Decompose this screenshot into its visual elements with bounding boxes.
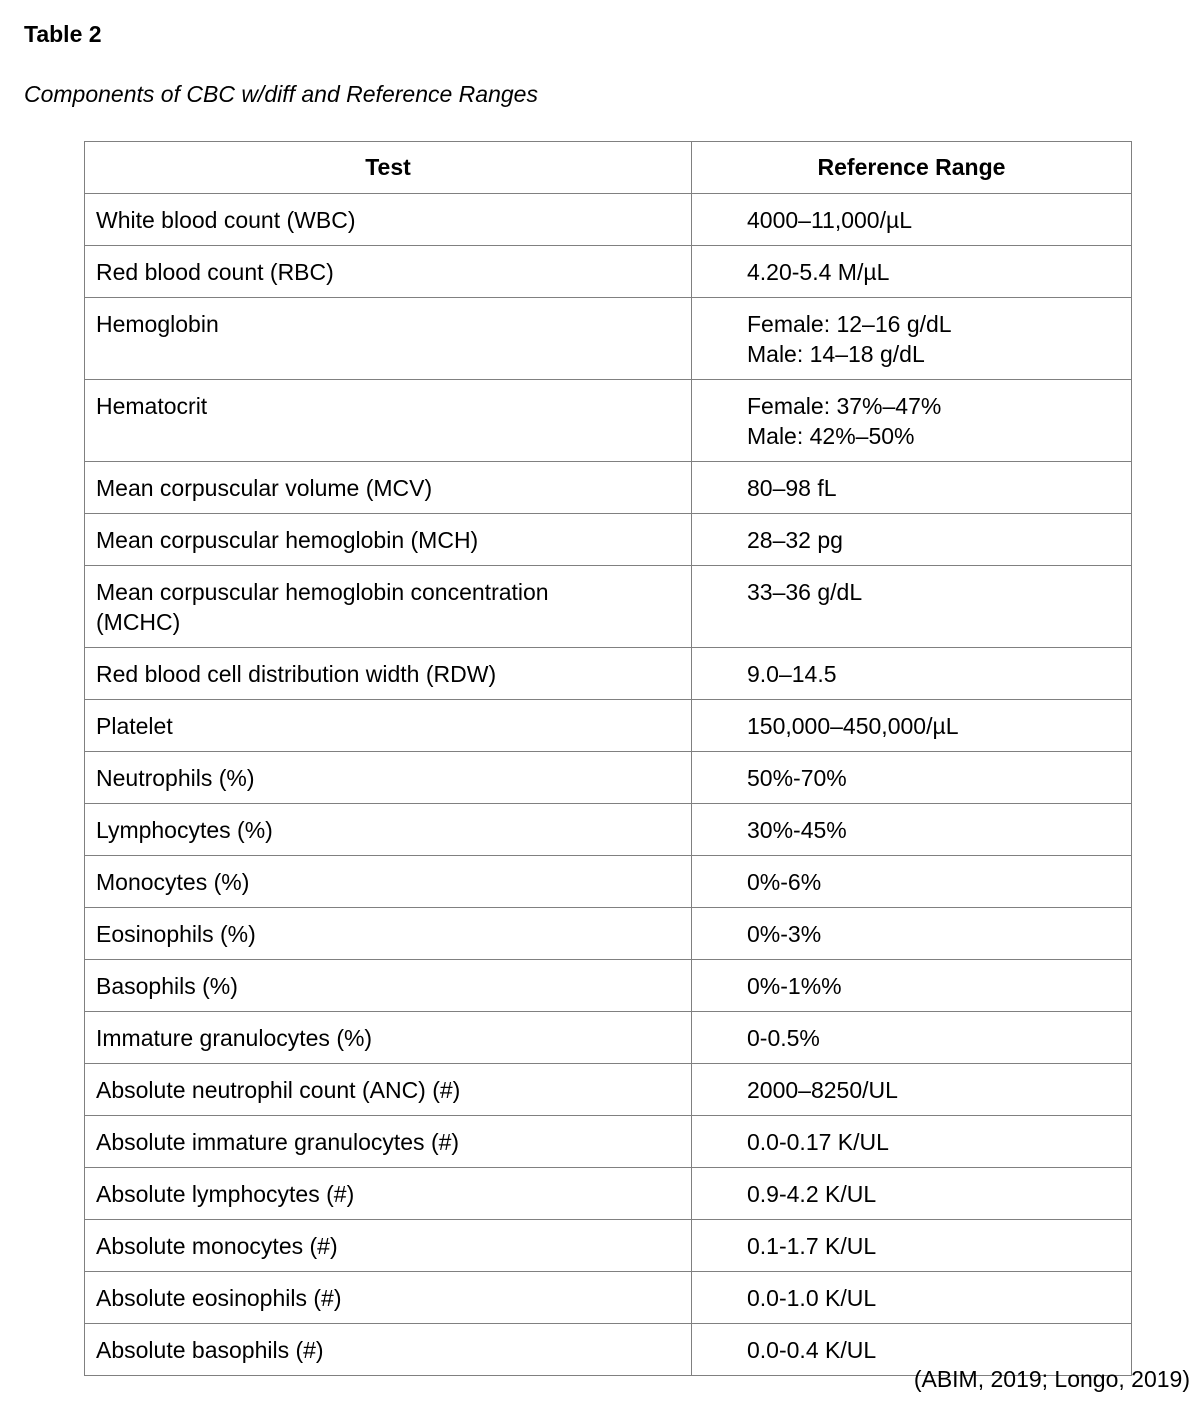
reference-range-line: 0%-1%%: [747, 973, 842, 999]
cell-reference-range: [692, 1064, 1132, 1116]
test-name-line: Eosinophils (%): [96, 921, 256, 947]
test-name-line: Absolute eosinophils (#): [96, 1285, 342, 1311]
cell-reference-range: [692, 908, 1132, 960]
cell-reference-range: [692, 960, 1132, 1012]
cell-reference-range: [692, 804, 1132, 856]
test-name-line: Red blood cell distribution width (RDW): [96, 661, 497, 687]
reference-range-line: 0%-3%: [747, 921, 822, 947]
reference-range-line: 0.1-1.7 K/UL: [747, 1233, 877, 1259]
test-name-line: Red blood count (RBC): [96, 259, 334, 285]
table-row: [85, 462, 1132, 514]
test-name-line: Basophils (%): [96, 973, 238, 999]
reference-range-line: 0.9-4.2 K/UL: [747, 1181, 877, 1207]
cell-test-name: [85, 246, 692, 298]
reference-range-line: Male: 14–18 g/dL: [747, 341, 925, 367]
test-name-line: White blood count (WBC): [96, 207, 356, 233]
table-row: [85, 1116, 1132, 1168]
reference-range-line: 30%-45%: [747, 817, 847, 843]
reference-range-line: 0.0-0.17 K/UL: [747, 1129, 889, 1155]
cell-test-name: [85, 1168, 692, 1220]
table-row: [85, 700, 1132, 752]
table-row: [85, 1272, 1132, 1324]
cell-test-name: [85, 960, 692, 1012]
cell-test-name: [85, 462, 692, 514]
reference-range-line: 150,000–450,000/µL: [747, 713, 959, 739]
cell-test-name: [85, 1012, 692, 1064]
test-name-line: Hemoglobin: [96, 311, 219, 337]
test-name-line: Absolute neutrophil count (ANC) (#): [96, 1077, 461, 1103]
cell-reference-range: [692, 298, 1132, 380]
cell-reference-range: [692, 1116, 1132, 1168]
cell-reference-range: [692, 700, 1132, 752]
cell-test-name: [85, 380, 692, 462]
table-row: [85, 298, 1132, 380]
citation: (ABIM, 2019; Longo, 2019): [913, 1366, 1190, 1392]
cell-test-name: [85, 514, 692, 566]
cell-test-name: [85, 804, 692, 856]
cell-test-name: [85, 298, 692, 380]
cell-reference-range: [692, 1168, 1132, 1220]
reference-range-line: 0-0.5%: [747, 1025, 820, 1051]
header-reference-range: Reference Range: [692, 142, 1132, 194]
table-row: [85, 856, 1132, 908]
table-row: [85, 1220, 1132, 1272]
reference-range-line: Male: 42%–50%: [747, 423, 915, 449]
cell-test-name: [85, 1272, 692, 1324]
table-row: [85, 566, 1132, 648]
table-row: [85, 514, 1132, 566]
test-name-line: Mean corpuscular hemoglobin concentration: [96, 579, 549, 605]
test-name-line: Mean corpuscular hemoglobin (MCH): [96, 527, 479, 553]
test-name-line: Lymphocytes (%): [96, 817, 273, 843]
reference-range-line: 0.0-0.4 K/UL: [747, 1337, 877, 1363]
table-row: [85, 752, 1132, 804]
reference-range-line: 50%-70%: [747, 765, 847, 791]
table-row: [85, 194, 1132, 246]
cell-reference-range: [692, 752, 1132, 804]
cell-test-name: [85, 648, 692, 700]
cell-test-name: [85, 856, 692, 908]
cell-reference-range: [692, 194, 1132, 246]
reference-range-line: Female: 37%–47%: [747, 393, 942, 419]
table-row: [85, 246, 1132, 298]
test-name-line: Absolute basophils (#): [96, 1337, 324, 1363]
cell-test-name: [85, 1064, 692, 1116]
cell-test-name: [85, 1324, 692, 1376]
test-name-line: (MCHC): [96, 609, 181, 635]
reference-range-line: 0.0-1.0 K/UL: [747, 1285, 877, 1311]
cell-reference-range: [692, 514, 1132, 566]
reference-range-table: [84, 141, 1132, 1376]
table-row: [85, 1012, 1132, 1064]
cell-reference-range: [692, 1272, 1132, 1324]
test-name-line: Absolute lymphocytes (#): [96, 1181, 355, 1207]
reference-range-line: 33–36 g/dL: [747, 579, 863, 605]
test-name-line: Platelet: [96, 713, 173, 739]
table-caption: Components of CBC w/diff and Reference Ranges: [24, 81, 538, 107]
cell-test-name: [85, 752, 692, 804]
header-test: Test: [85, 142, 692, 194]
cell-reference-range: [692, 566, 1132, 648]
table-row: [85, 380, 1132, 462]
reference-range-line: 80–98 fL: [747, 475, 837, 501]
table-row: [85, 1064, 1132, 1116]
cell-reference-range: [692, 380, 1132, 462]
table-row: [85, 960, 1132, 1012]
reference-range-line: 9.0–14.5: [747, 661, 837, 687]
table-row: [85, 648, 1132, 700]
table-label: Table 2: [24, 21, 102, 47]
cell-test-name: [85, 566, 692, 648]
cell-test-name: [85, 908, 692, 960]
reference-range-line: 28–32 pg: [747, 527, 843, 553]
cell-reference-range: [692, 246, 1132, 298]
reference-range-line: Female: 12–16 g/dL: [747, 311, 952, 337]
reference-range-line: 4000–11,000/µL: [747, 207, 913, 233]
cell-reference-range: [692, 462, 1132, 514]
cell-test-name: [85, 1220, 692, 1272]
test-name-line: Mean corpuscular volume (MCV): [96, 475, 433, 501]
cell-reference-range: [692, 1012, 1132, 1064]
test-name-line: Absolute immature granulocytes (#): [96, 1129, 460, 1155]
reference-range-line: 0%-6%: [747, 869, 822, 895]
cell-reference-range: [692, 856, 1132, 908]
table-row: [85, 908, 1132, 960]
cell-test-name: [85, 194, 692, 246]
table-body: [85, 194, 1132, 1376]
test-name-line: Neutrophils (%): [96, 765, 255, 791]
cell-test-name: [85, 700, 692, 752]
test-name-line: Absolute monocytes (#): [96, 1233, 338, 1259]
table-header-row: [85, 142, 1132, 194]
table-row: [85, 1168, 1132, 1220]
cell-test-name: [85, 1116, 692, 1168]
cell-reference-range: [692, 648, 1132, 700]
reference-range-line: 4.20-5.4 M/µL: [747, 259, 890, 285]
test-name-line: Immature granulocytes (%): [96, 1025, 373, 1051]
table-row: [85, 804, 1132, 856]
test-name-line: Hematocrit: [96, 393, 208, 419]
reference-range-line: 2000–8250/UL: [747, 1077, 898, 1103]
test-name-line: Monocytes (%): [96, 869, 250, 895]
cell-reference-range: [692, 1220, 1132, 1272]
